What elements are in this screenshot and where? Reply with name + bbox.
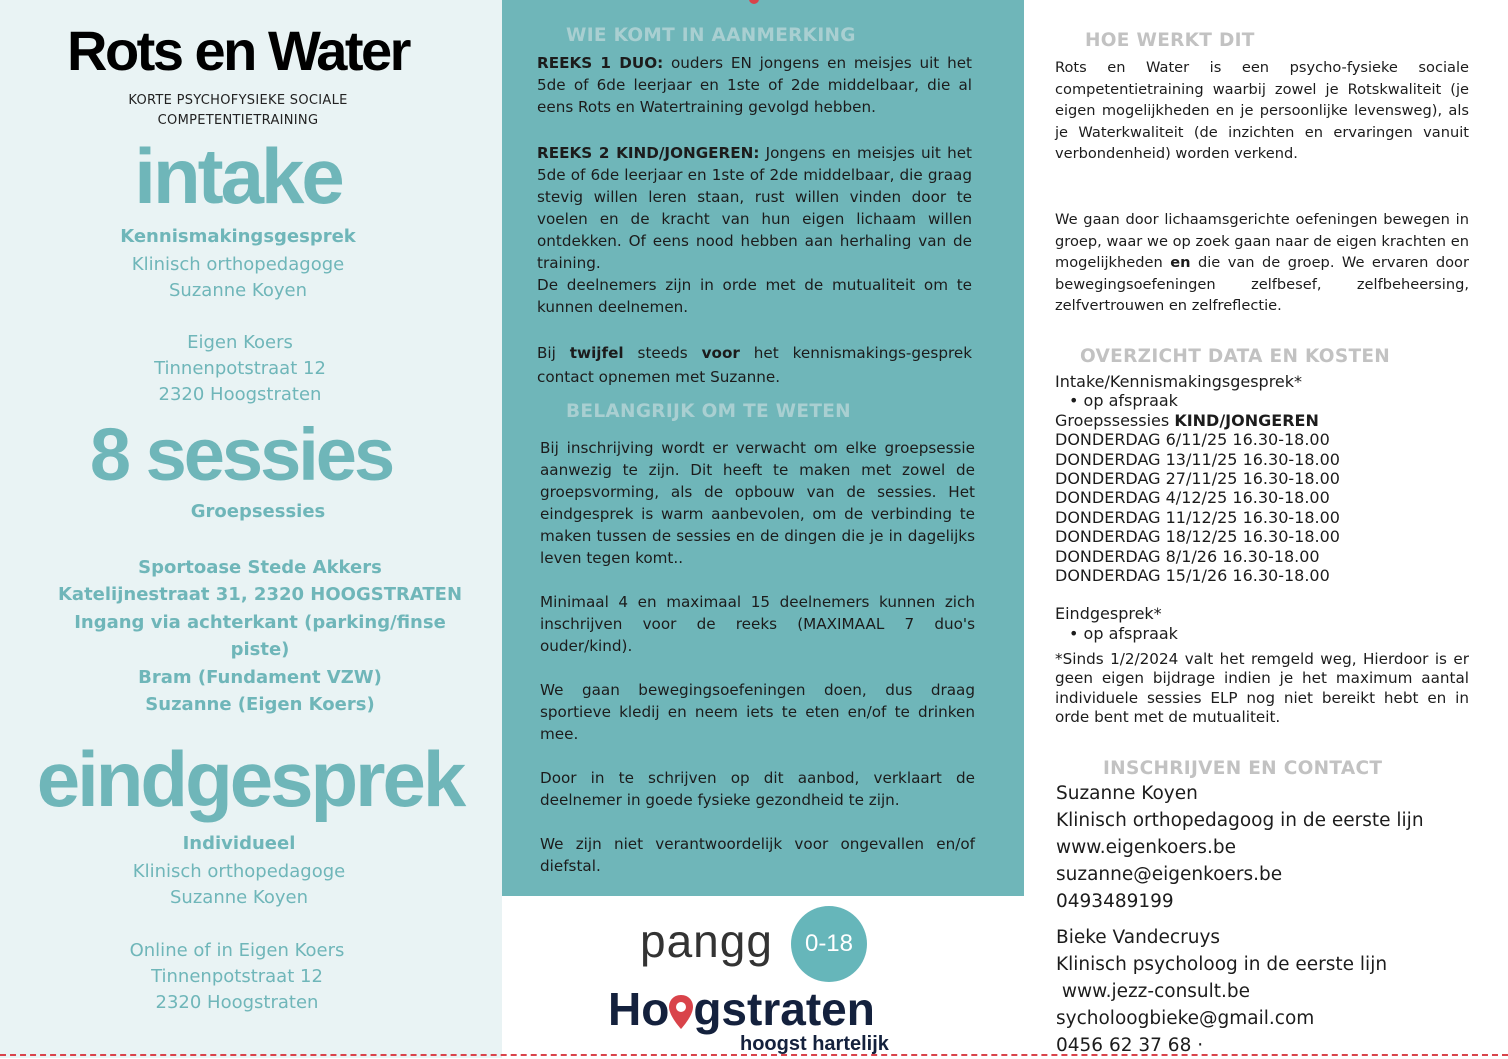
brochure-subtitle bbox=[0, 91, 476, 131]
address-line: 2320 Hoogstraten bbox=[155, 992, 319, 1013]
sessions-location bbox=[0, 554, 520, 718]
location-line: Sportoase Stede Akkers bbox=[138, 557, 382, 578]
hoogstraten-word-start: Ho bbox=[608, 983, 670, 1035]
date-item: DONDERDAG 4/12/25 16.30-18.00 bbox=[1055, 488, 1330, 508]
intake-heading: intake bbox=[134, 132, 342, 220]
contact-title: INSCHRIJVEN EN CONTACT bbox=[1103, 758, 1383, 779]
date-item: DONDERDAG 6/11/25 16.30-18.00 bbox=[1055, 430, 1330, 450]
location-line: Bram (Fundament VZW) bbox=[138, 666, 382, 688]
hoogstraten-tagline: hoogst hartelijk bbox=[740, 1033, 889, 1055]
address-line: Tinnenpotstraat 12 bbox=[154, 358, 326, 379]
bullet-icon: • bbox=[1069, 391, 1084, 411]
date-item: DONDERDAG 27/11/25 16.30-18.00 bbox=[1055, 469, 1340, 489]
intake-details bbox=[0, 252, 476, 304]
important-block bbox=[540, 437, 975, 877]
how-bold: en bbox=[1170, 254, 1191, 272]
address-line: Eigen Koers bbox=[187, 332, 293, 353]
address-line: Online of in Eigen Koers bbox=[129, 940, 345, 961]
contact-website-link[interactable]: www.eigenkoers.be bbox=[1056, 837, 1236, 858]
contact-phone[interactable]: 0493489199 bbox=[1056, 891, 1174, 912]
intake-line: Suzanne Koyen bbox=[169, 280, 307, 301]
fold-divider bbox=[0, 1054, 1508, 1056]
location-line: Katelijnestraat 31, 2320 HOOGSTRATEN bbox=[57, 584, 463, 606]
date-item: DONDERDAG 15/1/26 16.30-18.00 bbox=[1055, 566, 1330, 586]
overview-list bbox=[1055, 372, 1475, 643]
how-paragraph-2 bbox=[1055, 209, 1469, 317]
final-address bbox=[0, 938, 474, 1016]
location-pin-icon bbox=[669, 986, 693, 1020]
contact-website-link[interactable]: www.jezz-consult.be bbox=[1056, 981, 1251, 1002]
important-title: BELANGRIJK OM TE WETEN bbox=[566, 401, 851, 422]
intake-line: Klinisch orthopedagoge bbox=[131, 254, 345, 275]
date-item: DONDERDAG 18/12/25 16.30-18.00 bbox=[1055, 527, 1340, 547]
subtitle-line: COMPETENTIETRAINING bbox=[157, 113, 319, 128]
doubt-text: Bij bbox=[537, 344, 570, 362]
final-line: Eindgesprek* bbox=[1055, 604, 1162, 624]
reeks2-label: REEKS 2 KIND/JONGEREN: bbox=[537, 144, 760, 162]
important-paragraph: Bij inschrijving wordt er verwacht om elke groepsessie aanwezig te zijn. Dit heeft te maken met zowel de groepsvorming, als de opbouw van de sessies. Het eindgesprek is warm aanbevolen, om de verbinding te maken tussen de sessies en de dingen die je in dagelijks leven tegen komt.. bbox=[540, 439, 975, 567]
intake-address bbox=[0, 330, 480, 408]
right-panel bbox=[1024, 0, 1508, 1058]
how-text: We gaan door lichaamsgerichte oefeningen bewegen in groep, waar we op zoek gaan naar de eigen krachten en mogelijkheden bbox=[1055, 211, 1469, 272]
intake-label: Kennismakingsgesprek bbox=[120, 226, 356, 247]
logos-area bbox=[502, 896, 1024, 1058]
contact-phone[interactable]: 0456 62 37 68 · bbox=[1056, 1035, 1204, 1056]
panggo-badge: 0-18 bbox=[791, 906, 867, 982]
reeks1-paragraph bbox=[537, 52, 972, 118]
reeks1-label: REEKS 1 DUO: bbox=[537, 54, 664, 72]
contact-role: Klinisch psycholoog in de eerste lijn bbox=[1056, 954, 1388, 975]
reeks2-paragraph bbox=[537, 142, 972, 318]
remgeld-note: *Sinds 1/2/2024 valt het remgeld weg, Hierdoor is er geen eigen bijdrage indien je het maximum aantal individuele sessies ELP nog niet bereikt hebt en in orde bent met de mutualiteit. bbox=[1055, 650, 1469, 727]
important-paragraph: We zijn niet verantwoordelijk voor ongevallen en/of diefstal. bbox=[540, 835, 975, 875]
group-bold: KIND/JONGEREN bbox=[1174, 410, 1319, 430]
left-panel bbox=[0, 0, 502, 1058]
doubt-text: steeds bbox=[623, 344, 702, 362]
sessions-heading: 8 sessies bbox=[89, 413, 393, 496]
sessions-label: Groepsessies bbox=[190, 501, 326, 522]
reeks2-text: Jongens en meisjes uit het 5de of 6de leerjaar en 1ste of 2de middelbaar, die graag stevig willen leren staan, rust willen vinden door te voelen en de kracht van hun eigen lichaam willen ontdekken. Of eens nood hebben aan herhaling van de training. bbox=[537, 144, 972, 272]
important-paragraph: Door in te schrijven op dit aanbod, verklaart de deelnemer in goede fysieke gezondheid te zijn. bbox=[540, 769, 975, 809]
mutualiteit-text: De deelnemers zijn in orde met de mutualiteit om te kunnen deelnemen. bbox=[537, 276, 972, 316]
date-item: DONDERDAG 8/1/26 16.30-18.00 bbox=[1055, 546, 1320, 566]
final-line: Klinisch orthopedagoge bbox=[132, 861, 346, 882]
doubt-bold: voor bbox=[701, 344, 740, 362]
panggo-logo-word: pangg bbox=[640, 915, 773, 967]
who-title: WIE KOMT IN AANMERKING bbox=[566, 25, 856, 46]
location-line: piste) bbox=[230, 639, 290, 661]
doubt-paragraph bbox=[537, 341, 972, 389]
overview-title: OVERZICHT DATA EN KOSTEN bbox=[1080, 346, 1391, 367]
location-line: Suzanne (Eigen Koers) bbox=[145, 694, 375, 716]
address-line: 2320 Hoogstraten bbox=[158, 384, 322, 405]
bullet-text: op afspraak bbox=[1083, 391, 1178, 411]
reeks1-text: ouders EN jongens en meisjes uit het 5de of 6de leerjaar en 1ste of 2de middelbaar, die al eens Rots en Watertraining gevolgd hebben. bbox=[537, 54, 972, 116]
contact-role: Klinisch orthopedagoog in de eerste lijn bbox=[1056, 810, 1424, 831]
contact-email-link[interactable]: sycholoogbieke@gmail.com bbox=[1056, 1008, 1315, 1029]
doubt-text: het kennismakings-gesprek contact opnemen met Suzanne. bbox=[537, 344, 973, 386]
red-dot bbox=[749, 0, 759, 4]
important-paragraph: We gaan bewegingsoefeningen doen, dus draag sportieve kledij en neem iets te eten en/of te drinken mee. bbox=[540, 681, 975, 743]
bullet-icon: • bbox=[1069, 623, 1084, 643]
final-line: Suzanne Koyen bbox=[170, 887, 308, 908]
date-item: DONDERDAG 11/12/25 16.30-18.00 bbox=[1055, 507, 1340, 527]
contact-suzanne bbox=[1056, 780, 1506, 915]
group-line bbox=[1055, 411, 1475, 430]
final-label: Individueel bbox=[182, 833, 296, 854]
group-text: Groepssessies bbox=[1055, 410, 1175, 430]
bullet-item bbox=[1055, 624, 1475, 643]
intake-line: Intake/Kennismakingsgesprek* bbox=[1055, 372, 1303, 391]
how-paragraph-1: Rots en Water is een psycho-fysieke sociale competentietraining waarbij zowel je Rotskwaliteit (je eigen mogelijkheden en je persoonlijke levensweg), als je Waterkwaliteit (de inzichten en ervaringen vanuit verbondenheid) worden verkend. bbox=[1055, 59, 1469, 163]
bullet-item bbox=[1055, 391, 1475, 410]
location-line: Ingang via achterkant (parking/finse bbox=[74, 611, 446, 633]
contact-name: Suzanne Koyen bbox=[1056, 783, 1198, 804]
doubt-bold: twijfel bbox=[569, 344, 624, 362]
subtitle-line: KORTE PSYCHOFYSIEKE SOCIALE bbox=[128, 93, 348, 108]
contact-name: Bieke Vandecruys bbox=[1056, 927, 1221, 948]
how-text: die van de groep. We ervaren door bewegingsoefeningen zelfbesef, zelfbeheersing, zelfvertrouwen en zelfreflectie. bbox=[1055, 254, 1469, 315]
brochure-title: Rots en Water bbox=[67, 19, 409, 82]
middle-panel bbox=[502, 0, 1024, 896]
final-heading: eindgesprek bbox=[36, 735, 464, 823]
bullet-text: op afspraak bbox=[1083, 623, 1178, 643]
hoogstraten-logo bbox=[608, 982, 875, 1036]
final-details bbox=[0, 859, 478, 911]
how-title: HOE WERKT DIT bbox=[1085, 30, 1255, 51]
address-line: Tinnenpotstraat 12 bbox=[151, 966, 323, 987]
date-item: DONDERDAG 13/11/25 16.30-18.00 bbox=[1055, 449, 1340, 469]
contact-bieke bbox=[1056, 924, 1506, 1059]
contact-email-link[interactable]: suzanne@eigenkoers.be bbox=[1056, 864, 1283, 885]
important-paragraph: Minimaal 4 en maximaal 15 deelnemers kunnen zich inschrijven voor de reeks (MAXIMAAL 7 duo's ouder/kind). bbox=[540, 593, 975, 655]
hoogstraten-word-end: gstraten bbox=[693, 983, 875, 1035]
